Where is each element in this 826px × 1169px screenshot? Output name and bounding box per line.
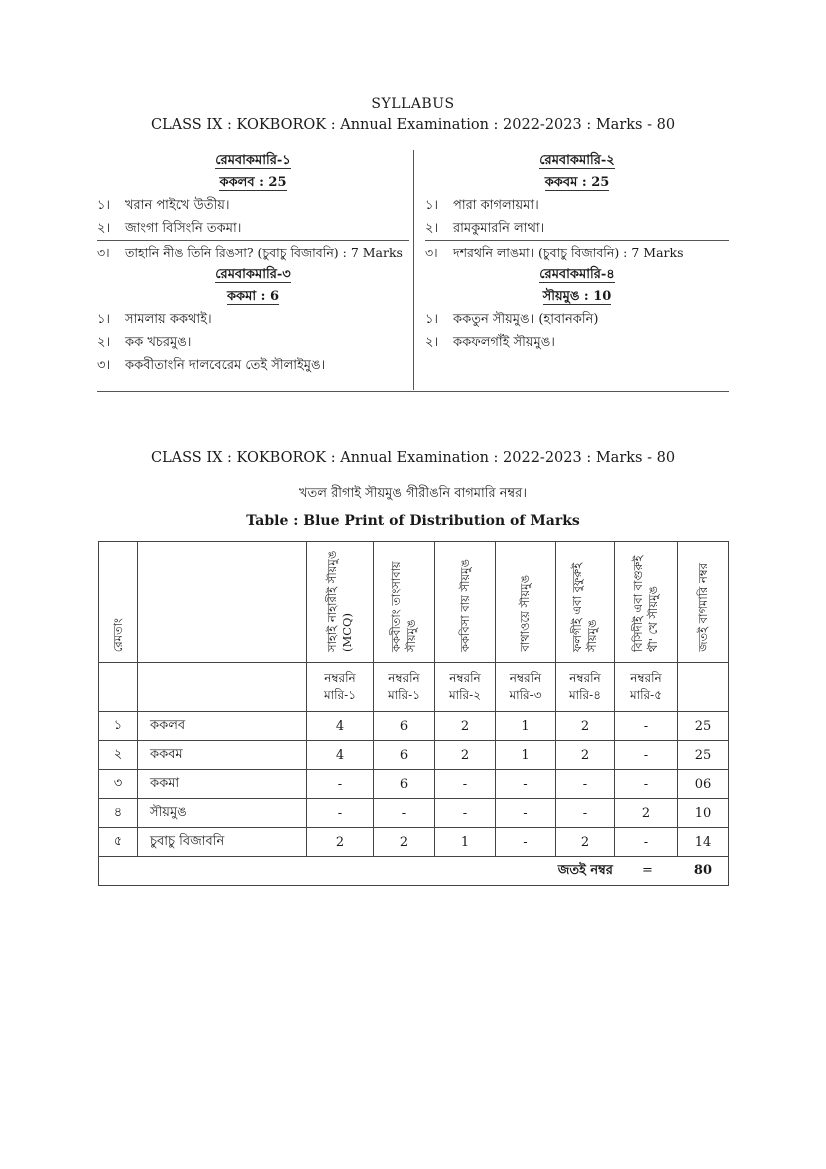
cell: -: [615, 770, 678, 799]
col-header: ককবিসা বায় সৗয়মুঙ: [435, 542, 496, 663]
syllabus-item: ২। ককফলগাঁই সৗয়মুঙ।: [425, 335, 555, 350]
syllabus-item: ১। পারা কাগলায়মা।: [425, 198, 539, 213]
table-row: [99, 741, 729, 770]
cell: 2: [556, 712, 615, 741]
mark-header: নম্বরনি মারি-৫: [615, 663, 678, 712]
section-marks: সৗয়মুঙ : 10: [542, 289, 612, 304]
col-header: সাহাই নাহারীই সৗয়মুঙ (MCQ): [307, 542, 374, 663]
cell: 2: [307, 828, 374, 857]
cell: 2: [556, 828, 615, 857]
mark-header: নম্বরনি মারি-১: [307, 663, 374, 712]
table-title: Table : Blue Print of Distribution of Marks: [246, 513, 580, 529]
cell: -: [496, 770, 556, 799]
row-total: 10: [678, 799, 729, 828]
row-number: ২: [99, 741, 138, 770]
col-header: [138, 542, 307, 663]
section-marks: ককবম : 25: [544, 175, 610, 190]
total-row: [99, 857, 729, 886]
blueprint-note: খতল রীগাই সৗয়মুঙ গীরীঙনি বাগমারি নম্বর।: [298, 486, 527, 501]
total-equals: =: [642, 862, 653, 878]
cell: -: [374, 799, 435, 828]
table-row: [99, 712, 729, 741]
cell: -: [556, 770, 615, 799]
table-row: [99, 828, 729, 857]
page-subtitle: CLASS IX : KOKBOROK : Annual Examination : 2022-2023 : Marks - 80: [150, 117, 676, 133]
cell: -: [307, 799, 374, 828]
cell: 4: [307, 741, 374, 770]
cell: 2: [615, 799, 678, 828]
syllabus-item: ১। ককতুন সৗয়মুঙ। (হাবানকনি): [425, 312, 599, 327]
mark-header: নম্বরনি মারি-৩: [496, 663, 556, 712]
table-row: [99, 799, 729, 828]
syllabus-item: ১। খরান পাইখে উতীয়।: [97, 198, 230, 213]
section-heading: রেমবাকমারি-৪: [539, 267, 615, 282]
cell: 2: [556, 741, 615, 770]
syllabus-right-column: [425, 150, 729, 354]
cell: 1: [496, 712, 556, 741]
cell: 1: [496, 741, 556, 770]
cell: 1: [435, 828, 496, 857]
row-name: ককমা: [138, 770, 307, 799]
column-divider: [413, 150, 414, 390]
cell: -: [615, 828, 678, 857]
syllabus-item: ২। জাংগা বিসিংনি তকমা।: [97, 217, 409, 241]
cell: -: [435, 799, 496, 828]
cell: 6: [374, 770, 435, 799]
page-title: SYLLABUS: [371, 96, 455, 112]
section-heading: রেমবাকমারি-৩: [215, 267, 291, 282]
row-name: সৗয়মুঙ: [138, 799, 307, 828]
col-header: বিসিদীই এবা বাগুরুই থৗ' খে সৗয়মুঙ: [615, 542, 678, 663]
header-row: [99, 542, 729, 663]
cell: -: [615, 741, 678, 770]
syllabus-item: ২। কক খচরমুঙ।: [97, 335, 192, 350]
marks-header-row: [99, 663, 729, 712]
col-header: জতই বাগমারি নম্বর: [678, 542, 729, 663]
section-marks: ককমা : 6: [226, 289, 280, 304]
col-header: ফলগীই এবা বুফুরুই সৗয়মুঙ: [556, 542, 615, 663]
syllabus-item: ৩। তাহানি নীঙ তিনি রিঙসা? (চুবাচু বিজাবনি) : 7 Marks: [97, 245, 403, 260]
syllabus-item: ৩। ককবীতাংনি দালবেরেম তেই সৗলাইমুঙ।: [97, 358, 326, 373]
row-total: 25: [678, 712, 729, 741]
cell: -: [556, 799, 615, 828]
table-row: [99, 770, 729, 799]
section-heading: রেমবাকমারি-২: [539, 153, 615, 168]
cell: -: [435, 770, 496, 799]
row-total: 25: [678, 741, 729, 770]
row-number: ১: [99, 712, 138, 741]
cell: -: [615, 712, 678, 741]
mark-header: নম্বরনি মারি-৪: [556, 663, 615, 712]
row-name: ককলব: [138, 712, 307, 741]
syllabus-item: ১। সামলায় ককথাই।: [97, 312, 212, 327]
grand-total: [99, 857, 729, 886]
cell: 6: [374, 712, 435, 741]
cell: -: [307, 770, 374, 799]
mark-header: নম্বরনি মারি-২: [435, 663, 496, 712]
row-number: ৪: [99, 799, 138, 828]
blueprint-table: [98, 541, 729, 886]
row-number: ৫: [99, 828, 138, 857]
section-heading: রেমবাকমারি-১: [215, 153, 291, 168]
cell: 2: [435, 741, 496, 770]
cell: 2: [435, 712, 496, 741]
cell: -: [496, 828, 556, 857]
cell: 4: [307, 712, 374, 741]
row-name: চুবাচু বিজাবনি: [138, 828, 307, 857]
section-marks: ককলব : 25: [219, 175, 287, 190]
mark-header: [138, 663, 307, 712]
cell: -: [496, 799, 556, 828]
cell: 6: [374, 741, 435, 770]
syllabus-left-column: [97, 150, 409, 377]
col-header: ককবীতাং তাংসাবায় সৗয়মুঙ: [374, 542, 435, 663]
total-label: জতই নম্বর: [557, 862, 613, 878]
blueprint-heading: CLASS IX : KOKBOROK : Annual Examination : 2022-2023 : Marks - 80: [150, 450, 676, 466]
row-total: 14: [678, 828, 729, 857]
cell: 2: [374, 828, 435, 857]
col-header: বাথাওয়ে সৗয়মুঙ: [496, 542, 556, 663]
syllabus-block: [97, 150, 729, 392]
col-header: রেমতাং: [99, 542, 138, 663]
total-value: 80: [693, 862, 712, 878]
row-name: ককবম: [138, 741, 307, 770]
row-number: ৩: [99, 770, 138, 799]
mark-header: [678, 663, 729, 712]
row-total: 06: [678, 770, 729, 799]
syllabus-item: ৩। দশরথনি লাঙমা। (চুবাচু বিজাবনি) : 7 Marks: [425, 245, 684, 260]
mark-header: [99, 663, 138, 712]
syllabus-item: ২। রামকুমারনি লাথা।: [425, 217, 729, 241]
mark-header: নম্বরনি মারি-১: [374, 663, 435, 712]
